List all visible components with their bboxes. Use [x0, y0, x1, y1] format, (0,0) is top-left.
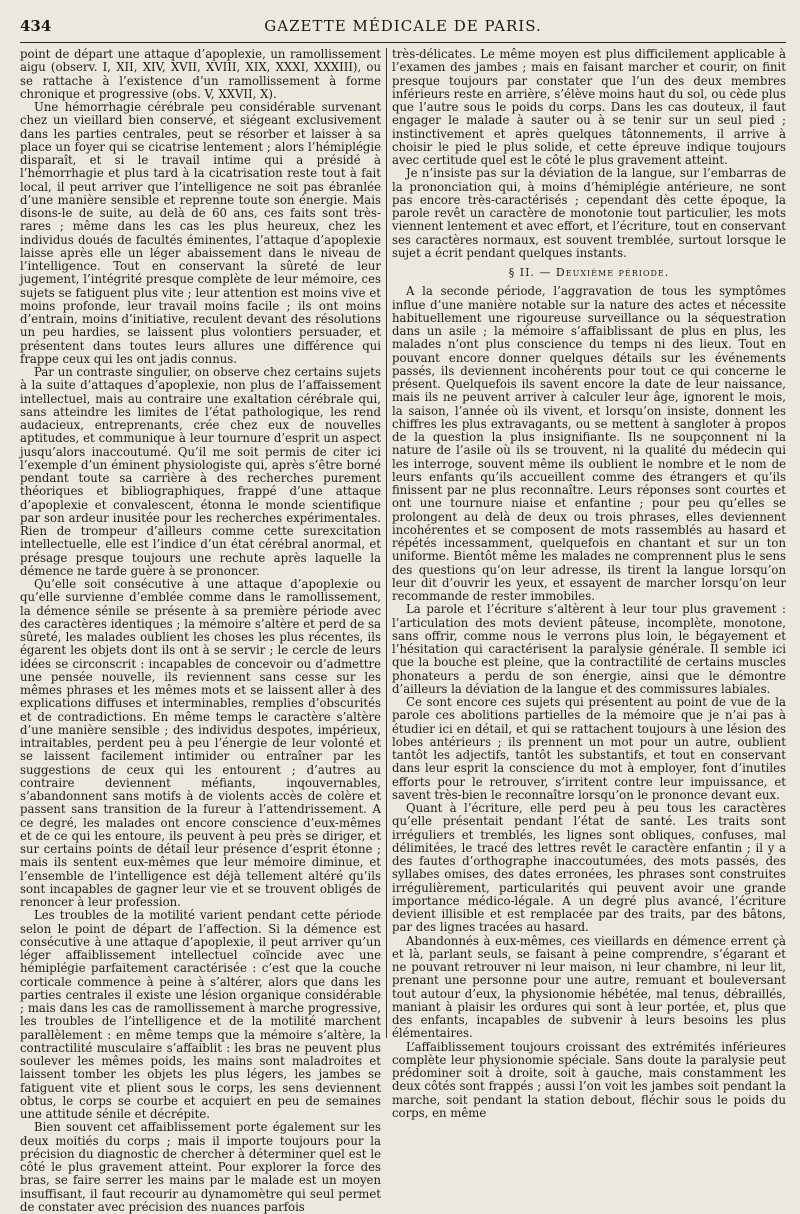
paragraph: La parole et l’écriture s’altèrent à leur tour plus gravement : l’articulation des mots devient pâteuse, incomplète, monotone, sans offrir, comme nous le verrons plus loin, le bégayement et l’hésitation qui caractérisent la paralysie générale. Il semble ici que la bouche est pleine, que la contractilité de certains muscles phonateurs a perdu de son énergie, ainsi que le démontre d’ailleurs la déviation de la langue et des commissures labiales. — [392, 602, 786, 696]
paragraph: Les troubles de la motilité varient pendant cette période selon le point de départ de l’affection. Si la démence est consécutive à une attaque d’apoplexie, il peut arriver qu’un léger affaiblissement intellectuel coïncide avec une hémiplégie parfaitement caractérisée : c’est que la couche corticale commence à peine à s’altérer, alors que dans les parties centrales il existe une lésion organique considérable ; mais dans les cas de ramollissement à marche progressive, les troubles de l’intelligence et de la motilité marchent parallèlement : en même temps que la mémoire s’altère, la contractilité musculaire s’affaiblit : les bras ne peuvent plus soulever les mêmes poids, les mains sont maladroites et laissent tomber les objets les plus légers, les jambes se fatiguent vite et plient sous le corps, les sens deviennent obtus, le corps se courbe et acquiert en peu de semaines une attitude sénile et décrépite. — [20, 908, 381, 1121]
paragraph: Abandonnés à eux-mêmes, ces vieillards en démence errent çà et là, parlant seuls, se faisant à peine comprendre, s’égarant et ne pouvant retrouver ni leur maison, ni leur chambre, ni leur lit, prenant une personne pour une autre, remuant et bouleversant tout autour d’eux, la physionomie hébétée, mal tenus, débraillés, maniant à plaisir les ordures qui sont à leur portée, et, plus que des enfants, incapables de subvenir à leurs besoins les plus élémentaires. — [392, 933, 786, 1041]
page-number: 434 — [20, 17, 52, 35]
paragraph: L’affaiblissement toujours croissant des extrémités inférieures complète leur physionomie spéciale. Sans doute la paralysie peut prédominer soit à droite, soit à gauche, mais constamment les deux côtés sont frappés ; aussi l’on voit les jambes soit pendant la marche, soit pendant la station debout, fléchir sous le poids du corps, en même — [392, 1039, 786, 1120]
paragraph: Une hémorrhagie cérébrale peu considérable survenant chez un vieillard bien conservé, et siégeant exclusivement dans les parties centrales, peut se résorber et laisser à sa place un foyer qui se cicatrise lentement ; alors l’hémiplégie disparaît, et si le travail intime qui a présidé à l’hémorrhagie et plus tard à la cicatrisation reste tout à fait local, il peut arriver que l’intelligence ne soit pas ébranlée d’une manière sensible et reprenne toute son énergie. Mais disons-le de suite, au delà de 60 ans, ces faits sont très-rares ; même dans les cas les plus heureux, chez les individus doués de facultés éminentes, l’attaque d’apoplexie laisse après elle un léger abaissement dans le niveau de l’intelligence. Tout en conservant la sûreté de leur jugement, l’intégrité presque complète de leur mémoire, ces sujets se fatiguent plus vite ; leur attention est moins vive et moins profonde, leur travail moins facile ; ils ont moins d’entrain, moins d’initiative, reculent devant des résolutions un peu hardies, se laissent plus volontiers persuader, et présentent dans toutes leurs allures une différence qui frappe ceux qui les ont jadis connus. — [20, 100, 381, 366]
right-column — [392, 47, 786, 1120]
paragraph: A la seconde période, l’aggravation de tous les symptômes influe d’une manière notable sur la nature des actes et nécessite habituellement une rigoureuse surveillance ou la séquestration dans un asile ; la mémoire s’affaiblissant de plus en plus, les malades n’ont plus conscience du temps ni des lieux. Tout en pouvant encore donner quelques détails sur les événements passés, ils deviennent incohérents pour tout ce qui concerne le présent. Quelquefois ils savent encore la date de leur naissance, mais ils ne peuvent arriver à calculer leur âge, ignorent le mois, la saison, l’année où ils vivent, et lorsqu’on insiste, donnent les chiffres les plus extravagants, ou se mettent à sangloter à propos de la question la plus insignifiante. Ils ne soupçonnent ni la nature de l’asile où ils se trouvent, ni la qualité du médecin qui les interroge, souvent même ils oublient le nombre et le nom de leurs enfants qu’ils accueillent comme des étrangers et qu’ils finissent par ne plus reconnaître. Leurs réponses sont courtes et ont une tournure niaise et enfantine ; pour peu qu’elles se prolongent au delà de deux ou trois phrases, elles deviennent incohérentes et se composent de mots rassemblés au hasard et répétés incessamment, quelquefois en chantant et sur un ton uniforme. Bientôt même les malades ne comprennent plus le sens des questions qu’on leur adresse, ils tirent la langue lorsqu’on leur dit d’ouvrir les yeux, et essayent de marcher lorsqu’on leur recommande de rester immobiles. — [392, 284, 786, 603]
page-header — [20, 14, 786, 43]
paragraph: Ce sont encore ces sujets qui présentent au point de vue de la parole ces abolitions partielles de la mémoire que je n’ai pas à étudier ici en détail, et qui se rattachent toujours à une lésion des lobes antérieurs ; ils prennent un mot pour un autre, oublient tantôt les adjectifs, tantôt les substantifs, et tout en conservant dans leur esprit la conscience du mot à employer, font d’inutiles efforts pour le retrouver, s’irritent contre leur impuissance, et savent très-bien le reconnaître lorsqu’on le prononce devant eux. — [392, 695, 786, 802]
column-divider — [386, 48, 387, 1038]
paragraph: Qu’elle soit consécutive à une attaque d’apoplexie ou qu’elle survienne d’emblée comme dans le ramollissement, la démence sénile se présente à sa première période avec des caractères identiques ; la mémoire s’altère et perd de sa sûreté, les malades oublient les choses les plus récentes, ils égarent les objets dont ils ont à se servir ; le cercle de leurs idées se circonscrit : incapables de concevoir ou d’admettre une pensée nouvelle, ils reviennent sans cesse sur les mêmes phrases et les mêmes mots et se laissent aller à des explications diffuses et interminables, remplies d’obscurités et de contradictions. En même temps le caractère s’altère d’une manière sensible ; des individus despotes, impérieux, intraitables, perdent peu à peu l’énergie de leur volonté et se laissent facilement intimider ou entraîner par les suggestions de ceux qui les entourent ; d’autres au contraire deviennent méfiants, inqouvernables, s’abandonnent sans motifs à de violents accès de colère et passent sans transition de la fureur à l’attendrissement. A ce degré, les malades ont encore conscience d’eux-mêmes et de ce qui les entoure, ils peuvent à peu près se diriger, et sur certains points de détail leur présence d’esprit étonne ; mais ils sentent eux-mêmes que leur mémoire diminue, et l’ensemble de l’intelligence est déjà tellement altéré qu’ils sont incapables de gagner leur vie et se trouvent obligés de renoncer à leur profession. — [20, 577, 381, 909]
paragraph: Je n’insiste pas sur la déviation de la langue, sur l’embarras de la prononciation qui, à moins d’hémiplégie antérieure, ne sont pas encore très-caractérisés ; cependant dès cette époque, la parole revêt un caractère de monotonie tout particulier, les mots viennent lentement et avec effort, et l’écriture, tout en conservant ses caractères normaux, est souvent tremblée, surtout lorsque le sujet a écrit pendant quelques instants. — [392, 166, 786, 260]
paragraph: très-délicates. Le même moyen est plus difficilement applicable à l’examen des jambes ; mais en faisant marcher et courir, on finit presque toujours par constater que l’un des deux membres inférieurs reste en arrière, s’élève moins haut du sol, ou cède plus que l’autre sous le poids du corps. Dans les cas douteux, il faut engager le malade à sauter ou à se tenir sur un seul pied ; instinctivement et après quelques tâtonnements, il arrive à choisir le pied le plus solide, et cette épreuve indique toujours avec certitude quel est le côté le plus gravement atteint. — [392, 47, 786, 167]
paragraph: Quant à l’écriture, elle perd peu à peu tous les caractères qu’elle présentait pendant l’état de santé. Les traits sont irréguliers et tremblés, les lignes sont obliques, confuses, mal délimitées, le tracé des lettres revêt le caractère enfantin ; il y a des fautes d’orthographe inaccoutumées, des mots passés, des syllabes omises, des dates erronées, les phrases sont construites irrégulièrement, particularités qui peuvent avoir une grande importance médico-légale. A un degré plus avancé, l’écriture devient illisible et est remplacée par des traits, par des bâtons, par des lignes tracées au hasard. — [392, 801, 786, 935]
section-heading: § II. — Deuxième période. — [508, 266, 670, 279]
paragraph: point de départ une attaque d’apoplexie, un ramollissement aigu (observ. I, XII, XIV, XVII, XVIII, XIX, XXXI, XXXIII), ou se rattache à l’existence d’un ramollissement à forme chronique et progressive (obs. V, XXVII, X). — [20, 47, 381, 101]
journal-title: GAZETTE MÉDICALE DE PARIS. — [264, 17, 542, 35]
left-column — [20, 47, 381, 1214]
paragraph: Bien souvent cet affaiblissement porte également sur les deux moitiés du corps ; mais il importe toujours pour la précision du diagnostic de chercher à déterminer quel est le côté le plus gravement atteint. Pour explorer la force des bras, se faire serrer les mains par le malade est un moyen insuffisant, il faut recourir au dynamomètre qui seul permet de constater avec précision des nuances parfois — [20, 1120, 381, 1214]
paragraph: Par un contraste singulier, on observe chez certains sujets à la suite d’attaques d’apoplexie, non plus de l’affaissement intellectuel, mais au contraire une exaltation cérébrale qui, sans atteindre les limites de l’état pathologique, les rend audacieux, entreprenants, crée chez eux de nouvelles aptitudes, et communique à leur tournure d’esprit un aspect jusqu’alors inaccoutumé. Qu’il me soit permis de citer ici l’exemple d’un éminent physiologiste qui, après s’être borné pendant toute sa carrière à des recherches purement théoriques et bibliographiques, frappé d’une attaque d’apoplexie et convalescent, étonna le monde scientifique par son ardeur inusitée pour les recherches expérimentales. Rien de trompeur d’ailleurs comme cette surexcitation intellectuelle, elle est l’indice d’un état cérébral anormal, et présage presque toujours une rechute après laquelle la démence ne tarde guère à se prononcer. — [20, 365, 381, 578]
